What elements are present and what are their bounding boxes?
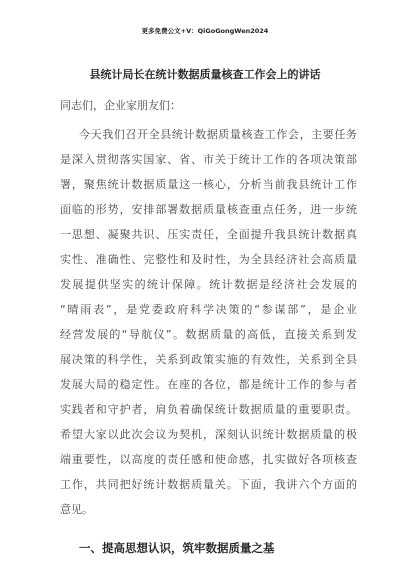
paragraph-line: 经营发展的“导航仪”。数据质量的高低，直接关系到发 <box>60 328 357 341</box>
paragraph-line: 实践者和守护者，肩负着确保统计数据质量的重要职责。 <box>60 403 357 416</box>
paragraph-line: 展决策的科学性，关系到政策实施的有效性，关系到全县 <box>60 353 357 366</box>
paragraph-line: 面临的形势，安排部署数据质量核查重点任务，进一步统 <box>60 203 357 216</box>
paragraph-line: 今天我们召开全县统计数据质量核查工作会，主要任务 <box>79 128 357 141</box>
paragraph-line-last: 意见。 <box>60 503 93 516</box>
header-note: 更多免费公文+V：QiGoGongWen2024 <box>141 27 269 35</box>
section-heading: 一、提高思想认识，筑牢数据质量之基 <box>79 541 275 555</box>
paragraph-line: 发展提供坚实的统计保障。统计数据是经济社会发展的 <box>60 278 357 291</box>
paragraph-line: 实性、准确性、完整性和及时性，为全县经济社会高质量 <box>60 253 357 266</box>
paragraph-line: “晴雨表”，是党委政府科学决策的“参谋部”，是企业 <box>60 303 357 316</box>
salutation: 同志们，企业家朋友们： <box>60 99 181 112</box>
paragraph-line: 一思想、凝聚共识、压实责任，全面提升我县统计数据真 <box>60 228 357 241</box>
paragraph-line: 发展大局的稳定性。在座的各位，都是统计工作的参与者 <box>60 378 357 391</box>
paragraph-line: 端重要性，以高度的责任感和使命感，扎实做好各项核查 <box>60 453 357 466</box>
paragraph-line: 署，聚焦统计数据质量这一核心，分析当前我县统计工作 <box>60 178 357 191</box>
paragraph-line: 工作，共同把好统计数据质量关。下面，我讲六个方面的 <box>60 478 357 491</box>
paragraph-line: 希望大家以此次会议为契机，深刻认识统计数据质量的极 <box>60 428 357 441</box>
paragraph-line: 是深入贯彻落实国家、省、市关于统计工作的各项决策部 <box>60 153 357 166</box>
document-title: 县统计局长在统计数据质量核查工作会上的讲话 <box>89 68 321 81</box>
